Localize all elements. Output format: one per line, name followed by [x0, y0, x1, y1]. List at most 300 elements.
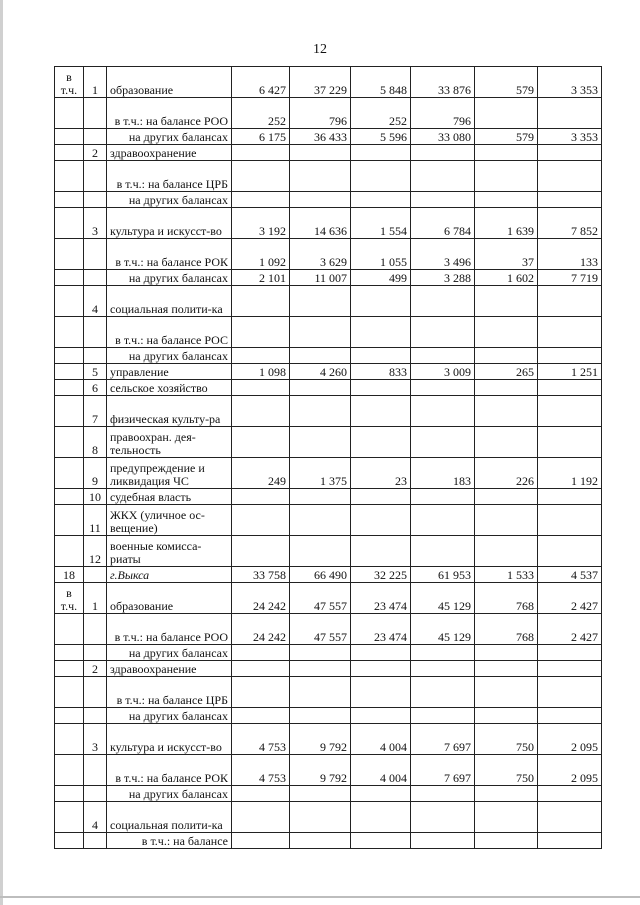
row-group-cell [55, 458, 84, 489]
value-cell [411, 536, 475, 567]
table-row [55, 708, 602, 724]
row-label-cell: в т.ч.: на балансе РОК [107, 755, 232, 786]
row-group-cell [55, 661, 84, 677]
value-cell [232, 192, 290, 208]
row-number-cell [84, 614, 107, 645]
value-cell [232, 161, 290, 192]
value-cell: 3 629 [290, 239, 351, 270]
value-cell: 1 639 [475, 208, 538, 239]
value-cell [290, 348, 351, 364]
value-cell [411, 677, 475, 708]
value-cell [411, 161, 475, 192]
value-cell [232, 786, 290, 802]
value-cell [538, 489, 602, 505]
row-number-cell [84, 755, 107, 786]
row-label-cell: ЖКХ (уличное ос-вещение) [107, 505, 232, 536]
value-cell: 265 [475, 364, 538, 380]
row-group-cell [55, 833, 84, 849]
table-row [55, 755, 602, 786]
value-cell: 23 474 [351, 614, 411, 645]
value-cell [351, 833, 411, 849]
row-label-cell: судебная власть [107, 489, 232, 505]
value-cell: 226 [475, 458, 538, 489]
value-cell [290, 192, 351, 208]
value-cell [351, 348, 411, 364]
value-cell [475, 708, 538, 724]
value-cell [475, 98, 538, 129]
row-group-cell [55, 98, 84, 129]
row-group-cell [55, 286, 84, 317]
value-cell [538, 427, 602, 458]
table-row [55, 614, 602, 645]
value-cell [290, 661, 351, 677]
row-label-cell: сельское хозяйство [107, 380, 232, 396]
value-cell [351, 380, 411, 396]
row-number-cell: 7 [84, 396, 107, 427]
value-cell: 3 192 [232, 208, 290, 239]
table-row [55, 380, 602, 396]
value-cell: 1 192 [538, 458, 602, 489]
value-cell [351, 802, 411, 833]
scan-bottom-edge [0, 896, 640, 898]
row-label-cell: на других балансах [107, 348, 232, 364]
value-cell: 2 427 [538, 614, 602, 645]
row-label-cell: в т.ч.: на балансе РОО [107, 614, 232, 645]
value-cell [538, 833, 602, 849]
value-cell: 3 288 [411, 270, 475, 286]
row-number-cell [84, 348, 107, 364]
table-row [55, 645, 602, 661]
value-cell [538, 505, 602, 536]
row-number-cell [84, 708, 107, 724]
value-cell [351, 317, 411, 348]
row-label-cell: культура и искусст-во [107, 724, 232, 755]
value-cell: 3 353 [538, 67, 602, 98]
value-cell [232, 677, 290, 708]
table-row [55, 786, 602, 802]
value-cell [411, 380, 475, 396]
row-number-cell [84, 677, 107, 708]
value-cell: 833 [351, 364, 411, 380]
row-label-cell: здравоохранение [107, 661, 232, 677]
value-cell: 4 537 [538, 567, 602, 583]
value-cell [475, 348, 538, 364]
value-cell [475, 192, 538, 208]
value-cell [538, 536, 602, 567]
row-group-cell [55, 802, 84, 833]
value-cell [290, 161, 351, 192]
value-cell [232, 833, 290, 849]
table-row [55, 129, 602, 145]
row-group-cell [55, 786, 84, 802]
value-cell [538, 677, 602, 708]
value-cell [232, 802, 290, 833]
row-group-cell [55, 161, 84, 192]
value-cell [411, 802, 475, 833]
value-cell [411, 708, 475, 724]
value-cell [475, 380, 538, 396]
row-group-cell [55, 364, 84, 380]
value-cell: 183 [411, 458, 475, 489]
row-number-cell: 10 [84, 489, 107, 505]
value-cell [411, 192, 475, 208]
row-number-cell: 6 [84, 380, 107, 396]
row-group-cell [55, 505, 84, 536]
value-cell: 32 225 [351, 567, 411, 583]
table-row [55, 396, 602, 427]
value-cell: 1 055 [351, 239, 411, 270]
row-number-cell: 8 [84, 427, 107, 458]
value-cell [411, 145, 475, 161]
value-cell [351, 661, 411, 677]
value-cell [538, 286, 602, 317]
value-cell: 1 554 [351, 208, 411, 239]
row-number-cell: 4 [84, 286, 107, 317]
value-cell: 579 [475, 67, 538, 98]
value-cell [538, 396, 602, 427]
row-group-cell [55, 380, 84, 396]
value-cell [290, 145, 351, 161]
row-group-cell [55, 192, 84, 208]
row-group-cell [55, 317, 84, 348]
value-cell [351, 286, 411, 317]
row-label-cell: г.Выкса [107, 567, 232, 583]
value-cell: 4 004 [351, 724, 411, 755]
table-row [55, 583, 602, 614]
row-group-cell [55, 755, 84, 786]
row-number-cell [84, 161, 107, 192]
value-cell: 7 719 [538, 270, 602, 286]
row-label-cell: на других балансах [107, 645, 232, 661]
value-cell [411, 505, 475, 536]
value-cell [538, 645, 602, 661]
row-group-cell [55, 129, 84, 145]
row-label-cell: в т.ч.: на балансе ЦРБ [107, 161, 232, 192]
value-cell: 66 490 [290, 567, 351, 583]
row-number-cell: 3 [84, 724, 107, 755]
value-cell: 9 792 [290, 755, 351, 786]
value-cell: 2 095 [538, 724, 602, 755]
row-group-cell [55, 348, 84, 364]
value-cell [475, 161, 538, 192]
value-cell [290, 708, 351, 724]
value-cell [351, 161, 411, 192]
value-cell [411, 833, 475, 849]
table-row [55, 567, 602, 583]
value-cell: 33 876 [411, 67, 475, 98]
row-number-cell: 4 [84, 802, 107, 833]
value-cell [475, 833, 538, 849]
value-cell: 796 [290, 98, 351, 129]
value-cell: 768 [475, 583, 538, 614]
value-cell: 3 009 [411, 364, 475, 380]
value-cell [290, 786, 351, 802]
value-cell [232, 489, 290, 505]
table-row [55, 67, 602, 98]
value-cell: 6 175 [232, 129, 290, 145]
value-cell [411, 427, 475, 458]
value-cell [475, 505, 538, 536]
value-cell [475, 427, 538, 458]
row-label-cell: в т.ч.: на балансе РОС [107, 317, 232, 348]
value-cell [351, 489, 411, 505]
value-cell [232, 380, 290, 396]
row-label-cell: на других балансах [107, 708, 232, 724]
table-row [55, 724, 602, 755]
value-cell: 3 496 [411, 239, 475, 270]
value-cell: 24 242 [232, 583, 290, 614]
row-label-cell: в т.ч.: на балансе ЦРБ [107, 677, 232, 708]
table-row [55, 364, 602, 380]
value-cell: 750 [475, 724, 538, 755]
value-cell [411, 396, 475, 427]
value-cell: 37 229 [290, 67, 351, 98]
table-row [55, 458, 602, 489]
table-row [55, 536, 602, 567]
table-row [55, 802, 602, 833]
value-cell [411, 317, 475, 348]
row-number-cell [84, 786, 107, 802]
value-cell [475, 286, 538, 317]
value-cell [351, 708, 411, 724]
row-number-cell [84, 270, 107, 286]
row-group-cell [55, 724, 84, 755]
row-group-cell [55, 239, 84, 270]
value-cell: 1 098 [232, 364, 290, 380]
row-label-cell: на других балансах [107, 270, 232, 286]
row-group-cell: в т.ч. [55, 583, 84, 614]
value-cell [538, 802, 602, 833]
value-cell [232, 661, 290, 677]
row-number-cell [84, 317, 107, 348]
value-cell: 3 353 [538, 129, 602, 145]
value-cell [538, 348, 602, 364]
value-cell [538, 161, 602, 192]
value-cell [232, 286, 290, 317]
row-group-cell: 18 [55, 567, 84, 583]
value-cell [351, 427, 411, 458]
row-group-cell [55, 645, 84, 661]
row-number-cell [84, 98, 107, 129]
value-cell [475, 661, 538, 677]
row-group-cell [55, 536, 84, 567]
row-number-cell: 9 [84, 458, 107, 489]
row-label-cell: образование [107, 583, 232, 614]
row-group-cell [55, 708, 84, 724]
table-row [55, 192, 602, 208]
value-cell: 33 758 [232, 567, 290, 583]
value-cell: 4 004 [351, 755, 411, 786]
value-cell: 4 753 [232, 755, 290, 786]
value-cell [290, 833, 351, 849]
value-cell: 252 [351, 98, 411, 129]
table-row [55, 677, 602, 708]
value-cell [411, 786, 475, 802]
value-cell [538, 192, 602, 208]
value-cell [290, 536, 351, 567]
row-number-cell: 1 [84, 67, 107, 98]
row-label-cell: социальная полити-ка [107, 286, 232, 317]
value-cell [351, 192, 411, 208]
value-cell: 24 242 [232, 614, 290, 645]
value-cell [538, 145, 602, 161]
value-cell: 7 697 [411, 724, 475, 755]
value-cell: 47 557 [290, 583, 351, 614]
row-group-cell [55, 677, 84, 708]
row-group-cell [55, 427, 84, 458]
row-group-cell [55, 270, 84, 286]
budget-table [54, 66, 602, 849]
value-cell: 2 427 [538, 583, 602, 614]
row-number-cell: 2 [84, 661, 107, 677]
value-cell [538, 98, 602, 129]
value-cell [538, 380, 602, 396]
value-cell [475, 645, 538, 661]
value-cell: 47 557 [290, 614, 351, 645]
row-number-cell: 3 [84, 208, 107, 239]
table-row [55, 661, 602, 677]
table-row [55, 317, 602, 348]
value-cell [475, 145, 538, 161]
value-cell [232, 396, 290, 427]
row-group-cell [55, 145, 84, 161]
value-cell [538, 317, 602, 348]
table-row [55, 833, 602, 849]
value-cell [351, 677, 411, 708]
row-label-cell: образование [107, 67, 232, 98]
value-cell [475, 677, 538, 708]
value-cell [351, 645, 411, 661]
value-cell [232, 505, 290, 536]
value-cell: 36 433 [290, 129, 351, 145]
value-cell [538, 786, 602, 802]
value-cell: 37 [475, 239, 538, 270]
value-cell: 5 596 [351, 129, 411, 145]
row-label-cell: правоохран. дея-тельность [107, 427, 232, 458]
value-cell: 1 092 [232, 239, 290, 270]
value-cell [232, 348, 290, 364]
value-cell: 2 095 [538, 755, 602, 786]
row-label-cell: управление [107, 364, 232, 380]
table-row [55, 161, 602, 192]
value-cell [411, 286, 475, 317]
value-cell [411, 661, 475, 677]
row-group-cell [55, 614, 84, 645]
value-cell [232, 708, 290, 724]
value-cell [351, 145, 411, 161]
value-cell [475, 786, 538, 802]
value-cell: 750 [475, 755, 538, 786]
row-label-cell: на других балансах [107, 129, 232, 145]
value-cell: 1 602 [475, 270, 538, 286]
value-cell [232, 536, 290, 567]
table-row [55, 286, 602, 317]
value-cell: 33 080 [411, 129, 475, 145]
value-cell: 4 260 [290, 364, 351, 380]
value-cell: 7 852 [538, 208, 602, 239]
value-cell: 1 251 [538, 364, 602, 380]
table-row [55, 208, 602, 239]
value-cell [290, 505, 351, 536]
row-label-cell: военные комисса-риаты [107, 536, 232, 567]
value-cell: 2 101 [232, 270, 290, 286]
value-cell: 133 [538, 239, 602, 270]
value-cell: 11 007 [290, 270, 351, 286]
row-number-cell: 1 [84, 583, 107, 614]
row-group-cell [55, 489, 84, 505]
value-cell [290, 645, 351, 661]
value-cell [475, 317, 538, 348]
row-number-cell: 2 [84, 145, 107, 161]
row-number-cell [84, 833, 107, 849]
value-cell [290, 317, 351, 348]
row-group-cell [55, 396, 84, 427]
value-cell: 45 129 [411, 614, 475, 645]
value-cell: 61 953 [411, 567, 475, 583]
row-label-cell: в т.ч.: на балансе [107, 833, 232, 849]
value-cell: 1 533 [475, 567, 538, 583]
value-cell [475, 536, 538, 567]
value-cell: 1 375 [290, 458, 351, 489]
table-row [55, 239, 602, 270]
row-label-cell: в т.ч.: на балансе РОК [107, 239, 232, 270]
value-cell: 252 [232, 98, 290, 129]
value-cell [411, 645, 475, 661]
value-cell [351, 536, 411, 567]
value-cell: 7 697 [411, 755, 475, 786]
row-number-cell: 11 [84, 505, 107, 536]
value-cell [411, 348, 475, 364]
value-cell: 499 [351, 270, 411, 286]
row-number-cell: 5 [84, 364, 107, 380]
value-cell [232, 427, 290, 458]
row-group-cell: в т.ч. [55, 67, 84, 98]
value-cell [351, 396, 411, 427]
row-number-cell: 12 [84, 536, 107, 567]
table-row [55, 348, 602, 364]
value-cell: 4 753 [232, 724, 290, 755]
value-cell: 249 [232, 458, 290, 489]
row-label-cell: на других балансах [107, 786, 232, 802]
value-cell [232, 145, 290, 161]
value-cell [290, 286, 351, 317]
row-group-cell [55, 208, 84, 239]
value-cell [475, 489, 538, 505]
value-cell [290, 489, 351, 505]
row-number-cell [84, 567, 107, 583]
value-cell: 579 [475, 129, 538, 145]
value-cell [351, 786, 411, 802]
value-cell [232, 317, 290, 348]
table-row [55, 145, 602, 161]
value-cell: 23 [351, 458, 411, 489]
row-label-cell: социальная полити-ка [107, 802, 232, 833]
table-row [55, 427, 602, 458]
value-cell [411, 489, 475, 505]
value-cell: 9 792 [290, 724, 351, 755]
table-row [55, 505, 602, 536]
value-cell: 6 427 [232, 67, 290, 98]
value-cell [538, 661, 602, 677]
row-number-cell [84, 645, 107, 661]
row-label-cell: физическая культу-ра [107, 396, 232, 427]
row-label-cell: культура и искусст-во [107, 208, 232, 239]
value-cell: 14 636 [290, 208, 351, 239]
value-cell [290, 396, 351, 427]
value-cell [290, 802, 351, 833]
row-label-cell: в т.ч.: на балансе РОО [107, 98, 232, 129]
row-number-cell [84, 192, 107, 208]
